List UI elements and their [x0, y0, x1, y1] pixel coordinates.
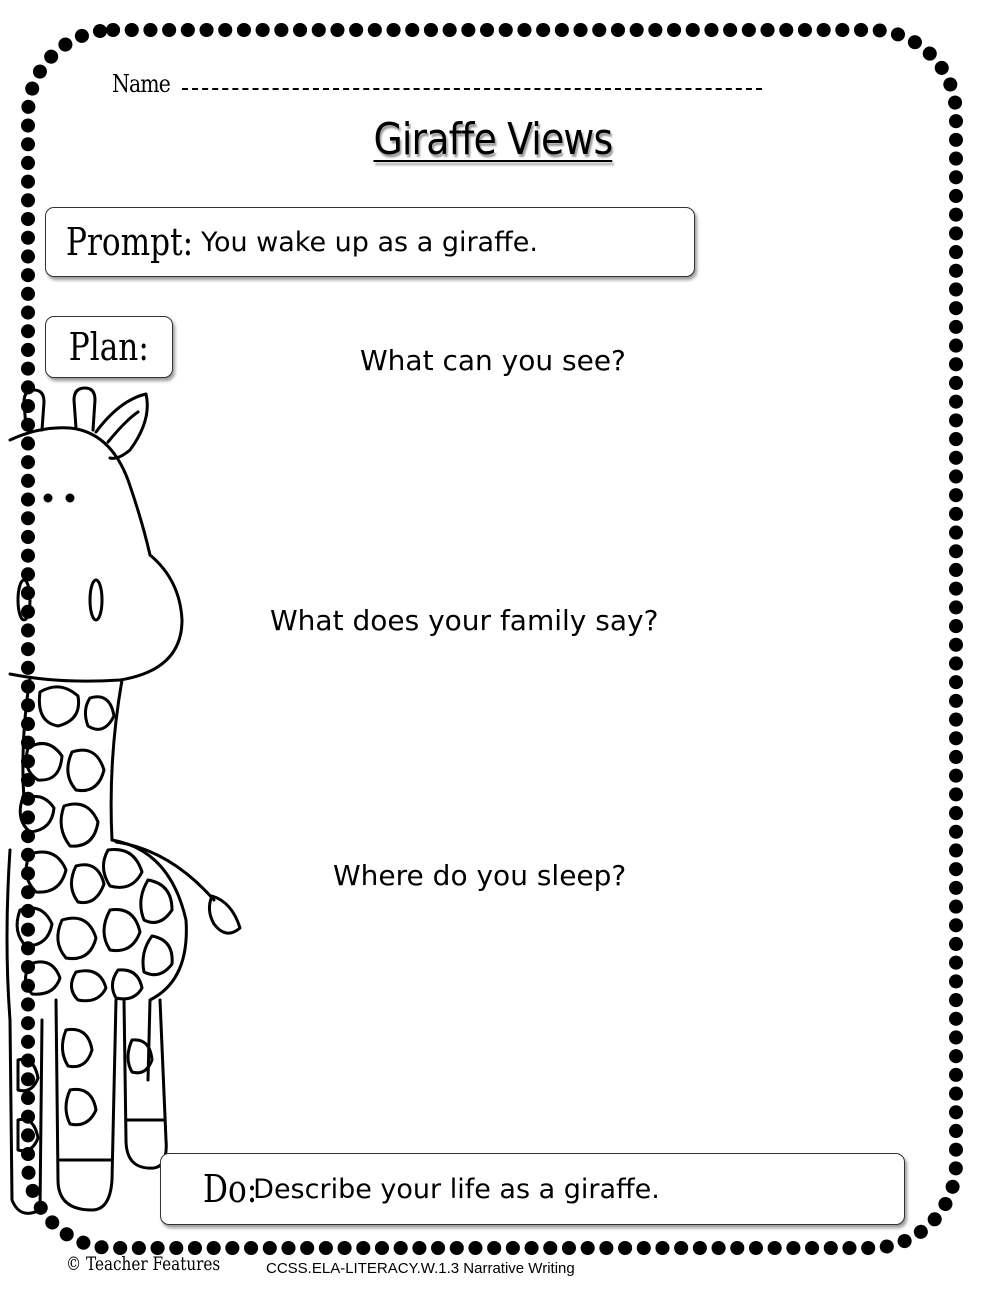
giraffe-illustration-icon — [0, 380, 250, 1260]
prompt-text: You wake up as a giraffe. — [201, 226, 538, 258]
do-text: Describe your life as a giraffe. — [253, 1173, 660, 1205]
name-field[interactable] — [112, 64, 762, 96]
name-write-line[interactable] — [182, 88, 762, 90]
question-where-do-you-sleep: Where do you sleep? — [333, 859, 627, 892]
plan-box — [45, 316, 173, 378]
page-title-text: Giraffe Views — [373, 114, 613, 165]
do-label: Do: — [203, 1167, 258, 1211]
copyright-text: © Teacher Features — [66, 1253, 221, 1275]
standard-text: CCSS.ELA-LITERACY.W.1.3 Narrative Writing — [266, 1260, 575, 1277]
prompt-label: Prompt: — [66, 220, 194, 264]
do-box — [160, 1153, 905, 1225]
page-title — [0, 114, 986, 165]
question-what-does-your-family-say: What does your family say? — [270, 604, 659, 637]
plan-label: Plan: — [68, 325, 150, 369]
name-label: Name — [112, 70, 171, 98]
question-what-can-you-see: What can you see? — [360, 344, 626, 377]
prompt-box — [45, 207, 695, 277]
